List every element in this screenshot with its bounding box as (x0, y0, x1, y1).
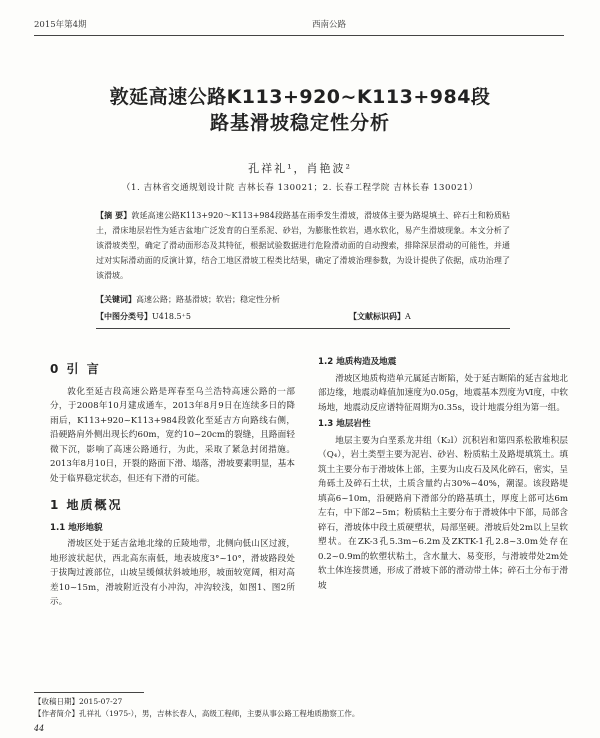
section1-3-heading: 1.3 地层岩性 (318, 419, 371, 429)
abstract-text: 敦延高速公路K113+920～K113+984段路基在雨季发生滑坡，滑坡体主要为路堤填土、碎石土和粉质粘土，滑床地层岩性为延吉盆地广泛发育的白垩系泥、砂岩，为膨胀性软岩，遇水软化，易产生滑坡现象。本文分析了该滑坡类型，确定了滑动面形态及其特征，根据试验数据进行危险滑动面的自动搜索，排除深层滑动的可能性，并通过对实际滑动面的反演计算，结合工地区滑坡工程类比结果，确定了滑坡治理参数，为设计提供了依据，成功治理了该滑坡。 (96, 211, 510, 280)
abstract-rule (96, 328, 510, 329)
right-column (318, 355, 568, 593)
journal-issue: 2015年第4期 (34, 20, 87, 30)
section1-1-paragraph: 滑坡区处于延吉盆地北缘的丘陵地带，北侧向低山区过渡，地形波状起伏，西北高东南低，地表坡度3°~10°，滑坡路段处于拔陶过渡部位，山坡呈缓倾状斜坡地形，坡面较宽阔，相对高差10~15m，滑坡附近没有小冲沟，冲沟较浅，如图1、图2所示。 (50, 539, 295, 607)
section1-1-heading: 1.1 地形地貌 (50, 522, 103, 533)
paper-title-line2: 路基滑坡稳定性分析 (209, 112, 390, 134)
abstract (96, 208, 510, 283)
clc-label: 【中图分类号】 (96, 311, 152, 321)
author-bio: 【作者简介】孔祥礼（1975-），男，吉林长春人，高级工程师，主要从事公路工程地质勘察工作。 (34, 709, 360, 718)
paper-title-line1: 敦延高速公路K113+920~K113+984段 (109, 86, 491, 108)
clc-value: U418.5⁺5 (152, 312, 191, 321)
footnote-rule (34, 692, 144, 693)
keywords-label: 【关键词】 (96, 294, 136, 304)
intro-paragraph: 敦化至延吉段高速公路是珲春至乌兰浩特高速公路的一部分，于2008年10月建成通车，2013年8月9日在连续多日的降雨后，K113+920~K113+984段敦化至延吉方向路线右侧，沿硬路肩外侧出现长约60m，宽约10~20cm的裂缝，且路面轻微下沉，影响了高速公路通行，为此，采取了紧急封闭措施。2013年8月10日，开裂的路面下滑、塌落，滑坡要素明显，基本处于临界稳定状态，但还有下滑的可能。 (50, 386, 295, 484)
doc-code-label: 【文献标识码】 (349, 311, 405, 321)
section1-2-paragraph: 滑坡区地质构造单元属延吉断陷，处于延吉断陷的延吉盆地北部边缘，地震动峰值加速度为0.05g，地震基本烈度为Ⅵ度，中软场地，地震动反应谱特征周期为0.35s，设计地震分组为第一组。 (318, 373, 568, 413)
section1-3-paragraph: 地层主要为白垩系龙井组（K₂l）沉积岩和第四系松散堆积层（Q₄），岩土类型主要为泥岩、砂岩、粉质粘土及路堤填筑土。填筑土主要分布于滑坡体上部，主要为山皮石及风化碎石，密实，呈角砾土及碎石土状，土质含量约占30%~40%，潮湿。该段路堤填高6~10m，沿硬路肩下滑部分的路基填土，厚度上部可达6m左右，中下部2~5m；粉质粘土主要分布于滑坡体中下部，局部含碎石，滑坡体中段土质硬塑状，局部坚硬。滑坡后处2m以上呈软塑状。在ZK-3孔5.3m~6.2m及ZKTK-1孔2.8~3.0m处存在0.2~0.9m的软塑状粘土，含水量大、易变形，与滑坡带处2m处软土体连接贯通，形成了滑坡下部的滑动带土体；碎石土分布于滑坡 (318, 435, 568, 591)
left-column (50, 362, 295, 610)
abstract-label: 【摘 要】 (96, 210, 132, 220)
received-date: 【收稿日期】2015-07-27 (34, 697, 123, 706)
journal-name: 西南公路 (312, 20, 347, 30)
running-header (34, 18, 564, 32)
header-rule (34, 35, 564, 36)
intro-heading: 0 引 言 (50, 362, 101, 376)
classification (96, 311, 510, 322)
affiliation: （1. 吉林省交通规划设计院 吉林长春 130021；2. 长春工程学院 吉林长春 130021） (121, 183, 479, 193)
doc-code-value: A (405, 312, 411, 321)
section1-heading: 1 地质概况 (50, 498, 123, 512)
authors: 孔祥礼¹，肖艳波² (248, 162, 352, 175)
keywords (96, 294, 510, 305)
footnotes (34, 696, 564, 720)
page-number: 44 (34, 724, 45, 733)
keywords-text: 高速公路；路基滑坡；软岩；稳定性分析 (136, 295, 280, 304)
section1-2-heading: 1.2 地质构造及地震 (318, 357, 397, 367)
